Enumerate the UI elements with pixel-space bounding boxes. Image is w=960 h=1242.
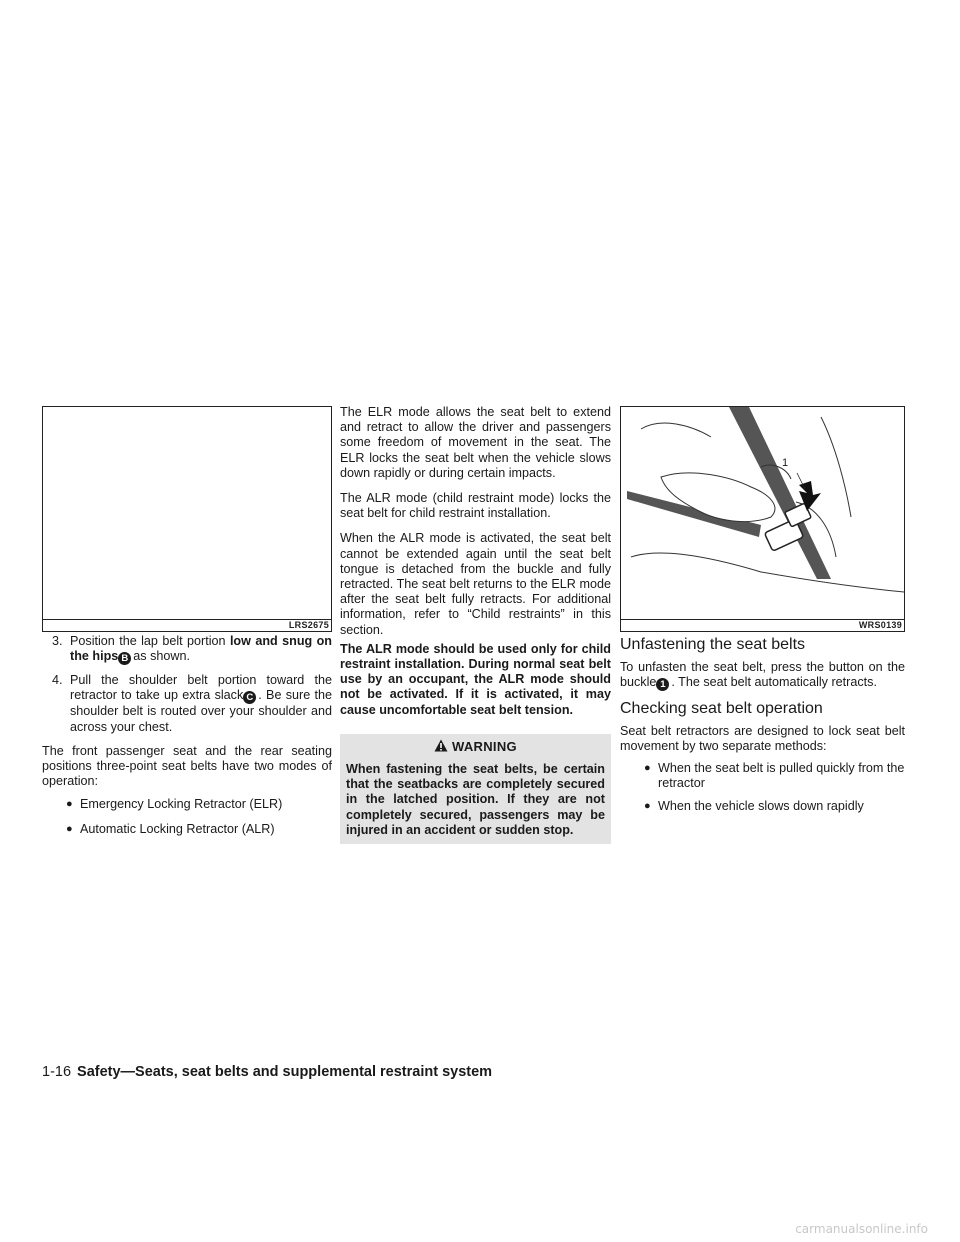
- para-alr-activated: When the ALR mode is activated, the seat belt cannot be extended again until the seat belt tongue is detached from the buckle and fully retracted. The seat belt returns to the ELR mode after the seat belt fully retracts. For additional information, refer to “Child restraints” in this section.: [340, 531, 611, 637]
- bullet-icon: ●: [644, 800, 651, 813]
- para-alr: The ALR mode (child restraint mode) locks the seat belt for child restraint installation.: [340, 491, 611, 521]
- seat-belt-buckle-illustration: [621, 407, 904, 619]
- bullet-icon: ●: [644, 761, 651, 774]
- para-alr-usage-note: The ALR mode should be used only for child restraint installation. During normal seat belt use by an occupant, the ALR mode should not be activated. If it is activated, it may cause uncomfortable seat belt tension.: [340, 641, 611, 717]
- figure-caption-rule: [43, 619, 331, 620]
- bullet-slows-down: ● When the vehicle slows down rapidly: [644, 799, 864, 814]
- bullet-elr: ● Emergency Locking Retractor (ELR): [66, 797, 283, 812]
- para-modes: The front passenger seat and the rear seating positions three-point seat belts have two modes of operation:: [42, 743, 332, 789]
- callout-1-icon: 1: [656, 678, 669, 691]
- page-footer: [42, 1064, 492, 1080]
- callout-c-icon: C: [243, 691, 256, 704]
- section-title: Safety—Seats, seat belts and supplemental restraint system: [77, 1064, 493, 1080]
- heading-checking: Checking seat belt operation: [620, 700, 823, 718]
- left-column: [42, 634, 332, 837]
- figure-lrs2675: [42, 406, 332, 632]
- callout-b-icon: B: [118, 652, 131, 665]
- bullet-icon: ●: [66, 798, 73, 811]
- bullet-icon: ●: [66, 822, 73, 835]
- page-number: 1-16: [42, 1064, 72, 1080]
- step-4: 4. Pull the shoulder belt portion toward the retractor to take up extra slack C . Be sure the shoulder belt is routed over your shoulder and across your chest.: [52, 673, 332, 734]
- figure-code: LRS2675: [288, 620, 329, 630]
- para-elr: The ELR mode allows the seat belt to extend and retract to allow the driver and passengers some freedom of movement in the seat. The ELR locks the seat belt when the vehicle slows down rapidly or during certain impacts.: [340, 405, 611, 480]
- middle-column: [340, 405, 611, 844]
- step-3: 3. Position the lap belt portion low and snug on the hips B as shown.: [52, 634, 332, 665]
- warning-text: When fastening the seat belts, be certain that the seatbacks are completely secured in the latched position. If they are not completely secured, passengers may be injured in an accident or sudden stop.: [346, 762, 605, 837]
- figure-callout-1: 1: [782, 457, 789, 469]
- bullet-alr: ● Automatic Locking Retractor (ALR): [66, 821, 275, 836]
- figure-code: WRS0139: [858, 620, 902, 630]
- watermark: carmanualsonline.info: [795, 1222, 928, 1236]
- heading-unfastening: Unfastening the seat belts: [620, 636, 806, 653]
- figure-wrs0139: [620, 406, 905, 632]
- right-column: [620, 636, 905, 814]
- warning-header: WARNING: [340, 734, 611, 758]
- para-unfasten: To unfasten the seat belt, press the button on the buckle 1 . The seat belt automatically retracts.: [620, 660, 905, 691]
- bullet-pulled-quickly: ● When the seat belt is pulled quickly from the retractor: [644, 760, 905, 790]
- warning-icon: [434, 739, 448, 752]
- para-check: Seat belt retractors are designed to lock seat belt movement by two separate methods:: [620, 724, 905, 754]
- warning-box: [340, 734, 611, 844]
